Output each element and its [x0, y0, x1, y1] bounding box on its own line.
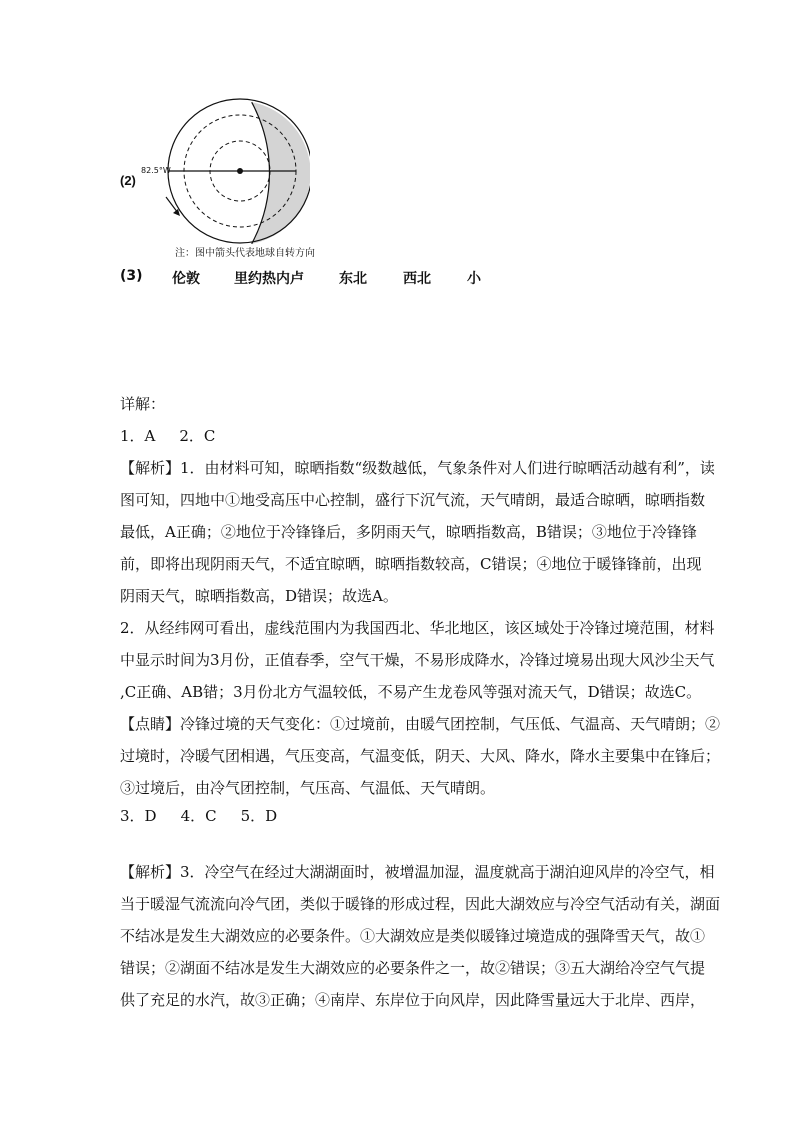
earth-rotation-diagram	[160, 98, 310, 248]
analysis-3	[120, 856, 721, 1016]
pole-dot	[237, 168, 243, 174]
analysis3-line: 供了充足的水汽，故③正确；④南岸、东岸位于向风岸，因此降雪量远大于北岸、西岸，	[120, 991, 706, 1009]
figure-note: 注：图中箭头代表地球自转方向	[175, 248, 315, 259]
analysis1-line: 前，即将出现阴雨天气，不适宜晾晒，晾晒指数较高，C错误；④地位于暖锋锋前，出现	[120, 555, 702, 573]
rotation-arrow-icon	[162, 194, 186, 220]
answer-4: 西北	[403, 271, 431, 287]
analysis2-line: 中显示时间为3月份，正值春季，空气干燥，不易形成降水，冷锋过境易出现大风沙尘天气	[120, 651, 715, 669]
answers-3-5	[120, 800, 680, 832]
answer-2: 里约热内卢	[234, 271, 304, 287]
analysis1-line: 【解析】1．由材料可知，晾晒指数“级数越低，气象条件对人们进行晾晒活动越有利”，读	[120, 459, 715, 477]
part-2-label: (2)	[120, 173, 136, 188]
dianjing-line: ③过境后，由冷气团控制，气压高、气温低、天气晴朗。	[120, 779, 496, 797]
explain-heading: 详解：	[120, 395, 166, 413]
answer-5: 小	[467, 271, 481, 287]
answer-3: 东北	[339, 271, 367, 287]
analysis1-line: 图可知，四地中①地受高压中心控制，盛行下沉气流，天气晴朗，最适合晾晒，晾晒指数	[120, 491, 706, 509]
answer-q2: 2．C	[179, 427, 216, 445]
analysis3-line: 不结冰是发生大湖效应的必要条件。①大湖效应是类似暖锋过境造成的强降雪天气，故①	[120, 927, 706, 945]
dianjing	[120, 708, 721, 804]
analysis2-line: ,C正确、AB错；3月份北方气温较低，不易产生龙卷风等强对流天气，D错误；故选C。	[120, 683, 702, 701]
answer-q4: 4．C	[180, 807, 217, 825]
analysis-1	[120, 452, 715, 612]
answer-q1: 1．A	[120, 427, 156, 445]
analysis1-line: 最低，A正确；②地位于冷锋锋后，多阴雨天气，晾晒指数高，B错误；③地位于冷锋锋	[120, 523, 697, 541]
answer-q5: 5．D	[240, 807, 278, 825]
part-3-label: (3)	[120, 268, 143, 284]
dianjing-line: 过境时，冷暖气团相遇，气压变高，气温变低，阴天、大风、降水，降水主要集中在锋后；	[120, 747, 721, 765]
analysis-2	[120, 612, 715, 708]
night-shading	[252, 102, 310, 244]
analysis3-line: 错误；②湖面不结冰是发生大湖效应的必要条件之一，故②错误；③五大湖给冷空气气提	[120, 959, 706, 977]
explain-heading-block	[120, 388, 680, 420]
analysis3-line: 【解析】3．冷空气在经过大湖湖面时，被增温加湿，温度就高于湖泊迎风岸的冷空气，相	[120, 863, 715, 881]
answer-q3: 3．D	[120, 807, 157, 825]
analysis1-line: 阴雨天气，晾晒指数高，D错误；故选A。	[120, 587, 398, 605]
analysis3-line: 当于暖湿气流流向冷气团，类似于暖锋的形成过程，因此大湖效应与冷空气活动有关，湖面	[120, 895, 721, 913]
dianjing-line: 【点睛】冷锋过境的天气变化：①过境前，由暖气团控制，气压低、气温高、天气晴朗；②	[120, 715, 721, 733]
longitude-label: 82.5°W	[141, 166, 171, 175]
answers-1-2	[120, 420, 680, 452]
answer-1: 伦敦	[172, 271, 200, 287]
analysis2-line: 2．从经纬网可看出，虚线范围内为我国西北、华北地区，该区域处于冷锋过境范围，材料	[120, 619, 715, 637]
